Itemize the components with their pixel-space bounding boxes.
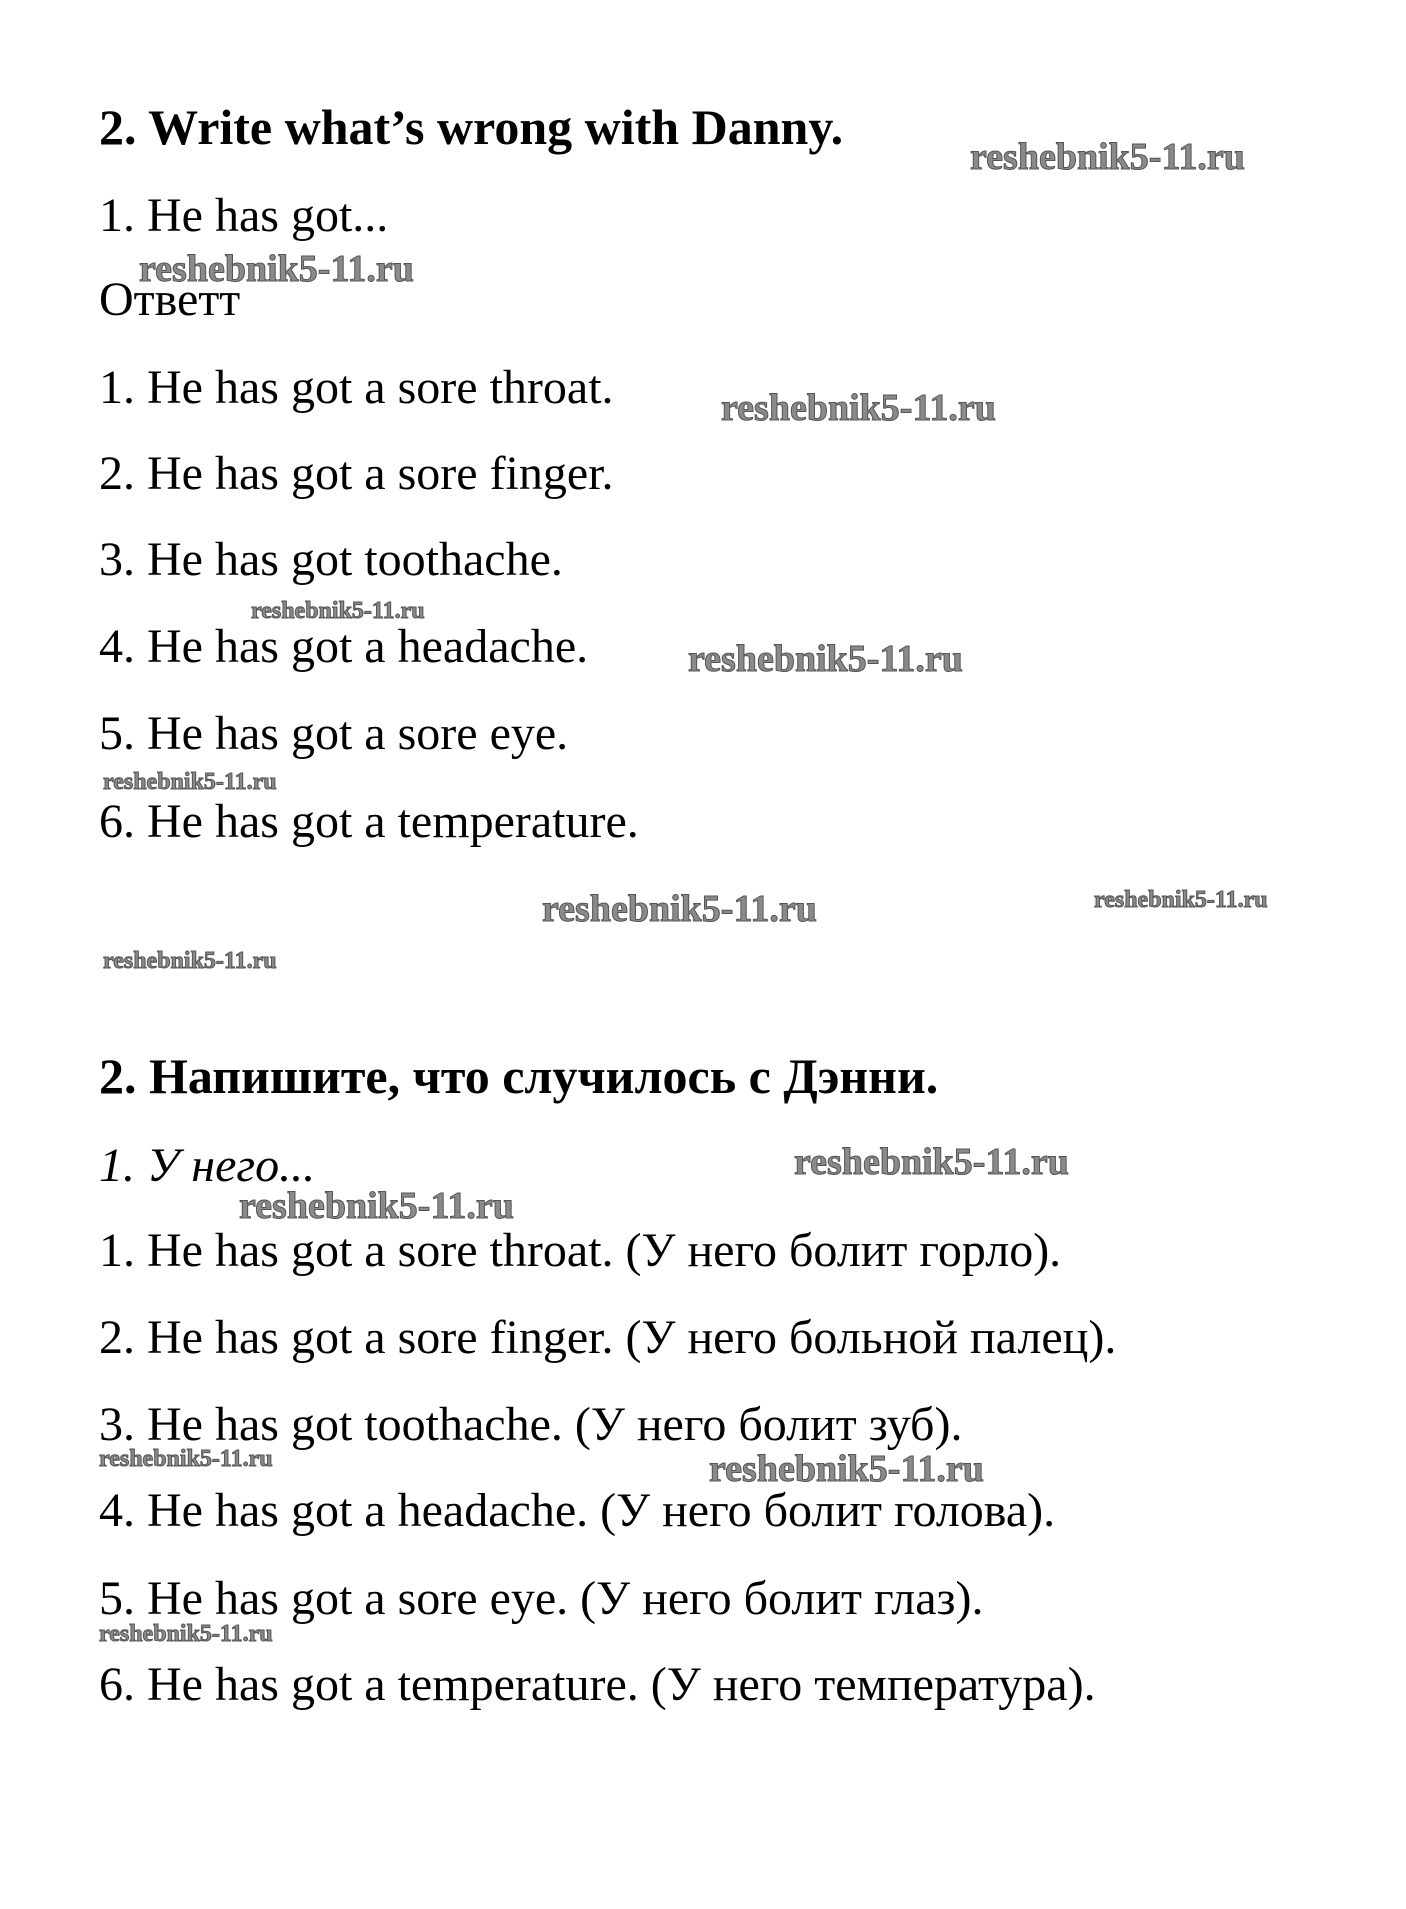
exercise-title-russian: 2. Напишите, что случилось с Дэнни. xyxy=(99,1048,939,1104)
watermark: reshebnik5-11.ru xyxy=(239,1185,514,1227)
answer-line: 5. He has got a sore eye. xyxy=(99,707,569,760)
watermark: reshebnik5-11.ru xyxy=(542,888,817,930)
translation-line: 3. He has got toothache. (У него болит зуб). xyxy=(99,1398,963,1451)
exercise-prompt: 1. He has got... xyxy=(99,189,389,242)
translation-line: 5. He has got a sore eye. (У него болит глаз). xyxy=(99,1572,984,1625)
watermark: reshebnik5-11.ru xyxy=(688,638,963,680)
watermark: reshebnik5-11.ru xyxy=(1094,887,1268,913)
watermark: reshebnik5-11.ru xyxy=(99,1446,273,1472)
translation-line: 6. He has got a temperature. (У него температура). xyxy=(99,1658,1096,1711)
answer-line: 4. He has got a headache. xyxy=(99,620,589,673)
translation-line: 2. He has got a sore finger. (У него больной палец). xyxy=(99,1311,1117,1364)
translation-line: 4. He has got a headache. (У него болит голова). xyxy=(99,1484,1056,1537)
watermark: reshebnik5-11.ru xyxy=(794,1141,1069,1183)
watermark: reshebnik5-11.ru xyxy=(721,387,996,429)
watermark: reshebnik5-11.ru xyxy=(103,769,277,795)
translation-line: 1. He has got a sore throat. (У него болит горло). xyxy=(99,1224,1062,1277)
watermark: reshebnik5-11.ru xyxy=(139,248,414,290)
watermark: reshebnik5-11.ru xyxy=(251,598,425,624)
watermark: reshebnik5-11.ru xyxy=(709,1448,984,1490)
exercise-title-english: 2. Write what’s wrong with Danny. xyxy=(99,99,844,155)
watermark: reshebnik5-11.ru xyxy=(103,948,277,974)
answer-label: Ответт xyxy=(99,273,241,326)
answer-line: 1. He has got a sore throat. xyxy=(99,361,614,414)
watermark: reshebnik5-11.ru xyxy=(970,136,1245,178)
answer-line: 2. He has got a sore finger. xyxy=(99,447,614,500)
answer-line: 6. He has got a temperature. xyxy=(99,795,639,848)
exercise-prompt-russian: 1. У него... xyxy=(99,1139,316,1192)
watermark: reshebnik5-11.ru xyxy=(99,1621,273,1647)
answer-line: 3. He has got toothache. xyxy=(99,533,563,586)
